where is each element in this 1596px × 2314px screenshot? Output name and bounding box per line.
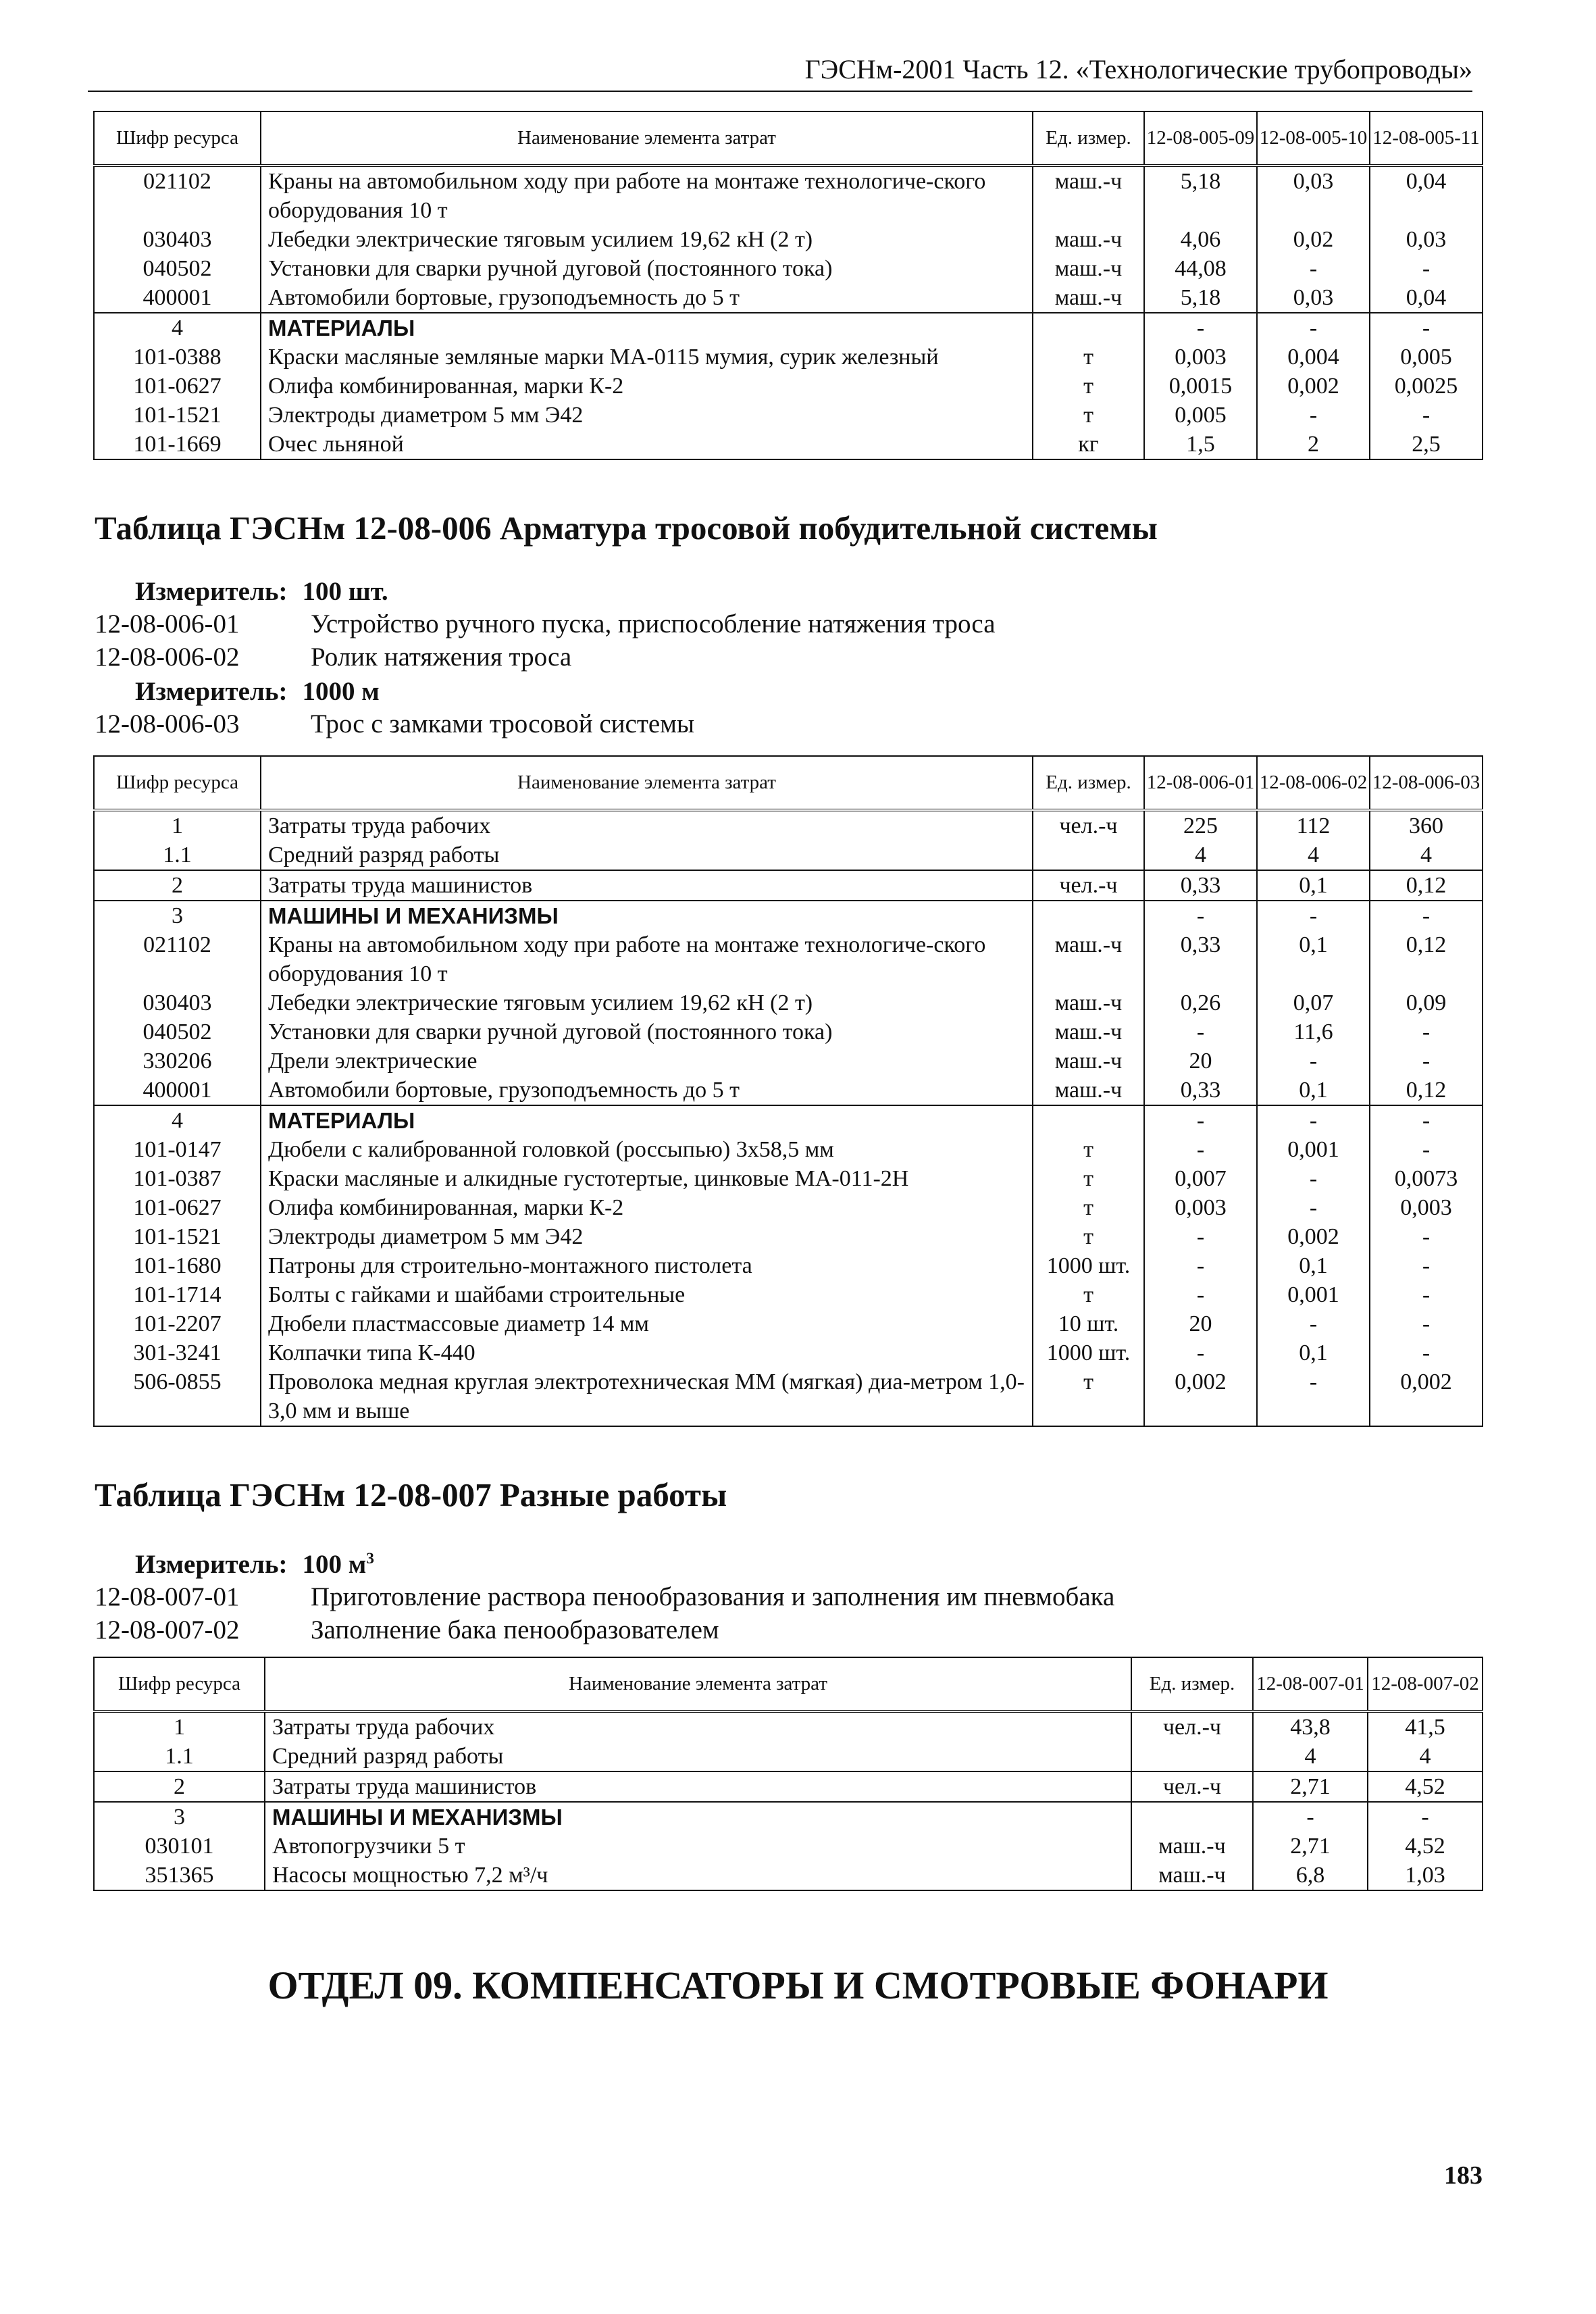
norm-value: - bbox=[1144, 1280, 1257, 1309]
norm-value: 112 bbox=[1257, 810, 1370, 840]
table-row bbox=[94, 1367, 1483, 1426]
norm-value: - bbox=[1257, 1309, 1370, 1338]
resource-code: 030101 bbox=[94, 1832, 265, 1861]
table-row bbox=[94, 1338, 1483, 1367]
resource-name: Олифа комбинированная, марки К-2 bbox=[261, 372, 1033, 401]
table-row bbox=[94, 1711, 1483, 1742]
resource-code: 1 bbox=[94, 1711, 265, 1742]
resource-name: Патроны для строительно-монтажного пистолета bbox=[261, 1251, 1033, 1280]
table-row bbox=[94, 1135, 1483, 1164]
resource-name: Затраты труда рабочих bbox=[265, 1711, 1131, 1742]
norm-value: 20 bbox=[1144, 1047, 1257, 1076]
norm-value: 0,0025 bbox=[1370, 372, 1483, 401]
norm-value: 0,1 bbox=[1257, 1076, 1370, 1105]
norm-value: - bbox=[1370, 1105, 1483, 1135]
norm-value: 4 bbox=[1144, 840, 1257, 870]
resource-code: 2 bbox=[94, 870, 261, 901]
norm-value: 0,0073 bbox=[1370, 1164, 1483, 1193]
norm-value: - bbox=[1370, 1135, 1483, 1164]
resource-code: 030403 bbox=[94, 225, 261, 254]
norm-value: 2 bbox=[1257, 430, 1370, 459]
norm-code: 12-08-007-01 bbox=[95, 1582, 240, 1611]
norm-value: 0,002 bbox=[1370, 1367, 1483, 1426]
norm-value: - bbox=[1370, 254, 1483, 283]
norm-value: 44,08 bbox=[1144, 254, 1257, 283]
resource-unit: т bbox=[1033, 372, 1144, 401]
resource-unit: чел.-ч bbox=[1131, 1771, 1253, 1802]
norm-value: 4 bbox=[1253, 1742, 1368, 1771]
norm-value: - bbox=[1144, 901, 1257, 930]
section-title: ОТДЕЛ 09. КОМПЕНСАТОРЫ И СМОТРОВЫЕ ФОНАРИ bbox=[267, 1963, 1329, 2007]
norm-item bbox=[95, 608, 996, 640]
norm-value: - bbox=[1370, 1338, 1483, 1367]
norm-value: - bbox=[1257, 401, 1370, 430]
resource-unit: маш.-ч bbox=[1033, 225, 1144, 254]
resource-unit: т bbox=[1033, 1222, 1144, 1251]
resource-code: 101-1521 bbox=[94, 1222, 261, 1251]
running-header: ГЭСНм-2001 Часть 12. «Технологические трубопроводы» bbox=[88, 50, 1472, 92]
norm-value: - bbox=[1370, 901, 1483, 930]
table-row bbox=[94, 1771, 1483, 1802]
table-row bbox=[94, 254, 1483, 283]
norm-value: 0,1 bbox=[1257, 930, 1370, 988]
resource-code: 040502 bbox=[94, 254, 261, 283]
resource-code: 330206 bbox=[94, 1047, 261, 1076]
norm-value: - bbox=[1370, 1222, 1483, 1251]
resource-name: Затраты труда машинистов bbox=[261, 870, 1033, 901]
norm-value: 0,002 bbox=[1144, 1367, 1257, 1426]
resource-code: 101-2207 bbox=[94, 1309, 261, 1338]
table-row bbox=[94, 401, 1483, 430]
norm-value: 5,18 bbox=[1144, 283, 1257, 313]
resource-code: 030403 bbox=[94, 988, 261, 1017]
resource-name: Краски масляные земляные марки МА-0115 мумия, сурик железный bbox=[261, 343, 1033, 372]
resource-code: 101-0388 bbox=[94, 343, 261, 372]
resource-unit: 10 шт. bbox=[1033, 1309, 1144, 1338]
column-header-name: Наименование элемента затрат bbox=[265, 1657, 1131, 1711]
norm-value: 1,03 bbox=[1368, 1861, 1483, 1890]
resource-name: Краны на автомобильном ходу при работе на монтаже технологиче-ского оборудования 10 т bbox=[261, 166, 1033, 225]
resource-unit bbox=[1033, 840, 1144, 870]
resource-unit: чел.-ч bbox=[1033, 810, 1144, 840]
resource-unit: маш.-ч bbox=[1033, 1017, 1144, 1047]
resource-name: Средний разряд работы bbox=[261, 840, 1033, 870]
resource-unit: маш.-ч bbox=[1033, 1047, 1144, 1076]
resource-name: Проволока медная круглая электротехническая ММ (мягкая) диа-метром 1,0-3,0 мм и выше bbox=[261, 1367, 1033, 1426]
resource-code: 3 bbox=[94, 1802, 265, 1832]
norm-value: 225 bbox=[1144, 810, 1257, 840]
norm-value: - bbox=[1144, 1017, 1257, 1047]
norm-value: 0,26 bbox=[1144, 988, 1257, 1017]
norm-description: Трос с замками тросовой системы bbox=[311, 709, 695, 738]
norm-value: - bbox=[1370, 1280, 1483, 1309]
meter-line bbox=[135, 1549, 374, 1581]
norm-description: Устройство ручного пуска, приспособление натяжения троса bbox=[311, 609, 996, 638]
column-header-code: Шифр ресурса bbox=[94, 1657, 265, 1711]
table-row bbox=[94, 1280, 1483, 1309]
norm-value: 0,12 bbox=[1370, 870, 1483, 901]
table-row bbox=[94, 1832, 1483, 1861]
norm-value: - bbox=[1144, 1338, 1257, 1367]
resource-unit: маш.-ч bbox=[1033, 930, 1144, 988]
norm-value: 4,52 bbox=[1368, 1771, 1483, 1802]
resource-unit: т bbox=[1033, 1193, 1144, 1222]
norm-value: 0,03 bbox=[1370, 225, 1483, 254]
meter-value: 100 $м^3$ bbox=[302, 1550, 374, 1579]
norm-value: 0,001 bbox=[1257, 1280, 1370, 1309]
norm-value: 2,71 bbox=[1253, 1832, 1368, 1861]
resource-code: 040502 bbox=[94, 1017, 261, 1047]
norm-value: 0,1 bbox=[1257, 1251, 1370, 1280]
table-row bbox=[94, 1193, 1483, 1222]
table-row bbox=[94, 901, 1483, 930]
norm-value: 0,33 bbox=[1144, 1076, 1257, 1105]
table-row bbox=[94, 1802, 1483, 1832]
table-row bbox=[94, 430, 1483, 459]
resource-code: 351365 bbox=[94, 1861, 265, 1890]
table-row bbox=[94, 225, 1483, 254]
resource-unit bbox=[1033, 1105, 1144, 1135]
table-row bbox=[94, 1222, 1483, 1251]
resource-code: 101-0387 bbox=[94, 1164, 261, 1193]
meter-line bbox=[135, 676, 380, 708]
resource-name: Краны на автомобильном ходу при работе на монтаже технологиче-ского оборудования 10 т bbox=[261, 930, 1033, 988]
table-row bbox=[94, 372, 1483, 401]
resource-unit: 1000 шт. bbox=[1033, 1338, 1144, 1367]
table-row bbox=[94, 313, 1483, 343]
resource-name: Электроды диаметром 5 мм Э42 bbox=[261, 1222, 1033, 1251]
column-header-norm: 12-08-005-09 bbox=[1144, 111, 1257, 166]
table-row bbox=[94, 166, 1483, 225]
resource-unit: т bbox=[1033, 1135, 1144, 1164]
resource-unit: т bbox=[1033, 1367, 1144, 1426]
resource-name: Дрели электрические bbox=[261, 1047, 1033, 1076]
norm-item bbox=[95, 708, 694, 740]
resource-unit: маш.-ч bbox=[1033, 988, 1144, 1017]
norm-code: 12-08-006-02 bbox=[95, 643, 240, 672]
table-title-12-08-006: Таблица ГЭСНм 12-08-006 Арматура тросовой побудительной системы bbox=[95, 509, 1158, 547]
norm-value: - bbox=[1257, 1164, 1370, 1193]
resource-unit bbox=[1131, 1742, 1253, 1771]
resource-unit: 1000 шт. bbox=[1033, 1251, 1144, 1280]
column-header-norm: 12-08-006-01 bbox=[1144, 756, 1257, 810]
resource-code: 2 bbox=[94, 1771, 265, 1802]
column-header-code: Шифр ресурса bbox=[94, 111, 261, 166]
column-header-code: Шифр ресурса bbox=[94, 756, 261, 810]
norm-value: - bbox=[1144, 1251, 1257, 1280]
resource-code: 1.1 bbox=[94, 840, 261, 870]
resource-code: 1 bbox=[94, 810, 261, 840]
norm-value: 0,12 bbox=[1370, 930, 1483, 988]
resource-name: Колпачки типа К-440 bbox=[261, 1338, 1033, 1367]
norm-value: - bbox=[1257, 1047, 1370, 1076]
resource-table-12-08-006 bbox=[93, 755, 1483, 1427]
resource-name: Автомобили бортовые, грузоподъемность до 5 т bbox=[261, 283, 1033, 313]
resource-name: Олифа комбинированная, марки К-2 bbox=[261, 1193, 1033, 1222]
norm-value: 6,8 bbox=[1253, 1861, 1368, 1890]
table-row bbox=[94, 870, 1483, 901]
meter-value: 1000 м bbox=[302, 677, 380, 706]
resource-unit bbox=[1033, 901, 1144, 930]
norm-value: 2,5 bbox=[1370, 430, 1483, 459]
norm-value: 0,03 bbox=[1257, 283, 1370, 313]
norm-value: - bbox=[1370, 1017, 1483, 1047]
norm-value: 0,03 bbox=[1257, 166, 1370, 225]
resource-name: Установки для сварки ручной дуговой (постоянного тока) bbox=[261, 254, 1033, 283]
table-row bbox=[94, 988, 1483, 1017]
norm-value: 4 bbox=[1257, 840, 1370, 870]
norm-value: - bbox=[1257, 901, 1370, 930]
norm-value: 0,003 bbox=[1370, 1193, 1483, 1222]
norm-value: 0,09 bbox=[1370, 988, 1483, 1017]
norm-value: 0,007 bbox=[1144, 1164, 1257, 1193]
resource-code: 400001 bbox=[94, 283, 261, 313]
resource-unit: т bbox=[1033, 1280, 1144, 1309]
resource-name: МАШИНЫ И МЕХАНИЗМЫ bbox=[261, 901, 1033, 930]
resource-code: 101-1521 bbox=[94, 401, 261, 430]
norm-value: 0,005 bbox=[1370, 343, 1483, 372]
resource-name: Установки для сварки ручной дуговой (постоянного тока) bbox=[261, 1017, 1033, 1047]
norm-code: 12-08-006-03 bbox=[95, 709, 240, 738]
resource-name: Болты с гайками и шайбами строительные bbox=[261, 1280, 1033, 1309]
norm-item bbox=[95, 641, 571, 674]
table-row bbox=[94, 1309, 1483, 1338]
resource-code: 301-3241 bbox=[94, 1338, 261, 1367]
norm-value: 2,71 bbox=[1253, 1771, 1368, 1802]
norm-value: - bbox=[1370, 313, 1483, 343]
norm-value: 0,07 bbox=[1257, 988, 1370, 1017]
norm-value: - bbox=[1257, 1367, 1370, 1426]
table-row bbox=[94, 283, 1483, 313]
resource-code: 021102 bbox=[94, 930, 261, 988]
resource-unit: кг bbox=[1033, 430, 1144, 459]
meter-label: Измеритель: bbox=[135, 577, 288, 606]
norm-value: 11,6 bbox=[1257, 1017, 1370, 1047]
norm-item bbox=[95, 1614, 719, 1646]
norm-description: Приготовление раствора пенообразования и заполнения им пневмобака bbox=[311, 1582, 1115, 1611]
resource-unit: т bbox=[1033, 343, 1144, 372]
norm-value: - bbox=[1144, 313, 1257, 343]
resource-unit: т bbox=[1033, 401, 1144, 430]
resource-code: 101-1669 bbox=[94, 430, 261, 459]
resource-code: 101-1714 bbox=[94, 1280, 261, 1309]
resource-code: 506-0855 bbox=[94, 1367, 261, 1426]
resource-unit: маш.-ч bbox=[1033, 1076, 1144, 1105]
resource-name: Автопогрузчики 5 т bbox=[265, 1832, 1131, 1861]
column-header-norm: 12-08-007-01 bbox=[1253, 1657, 1368, 1711]
resource-code: 4 bbox=[94, 313, 261, 343]
table-row bbox=[94, 930, 1483, 988]
norm-value: 0,003 bbox=[1144, 1193, 1257, 1222]
norm-value: 43,8 bbox=[1253, 1711, 1368, 1742]
norm-value: - bbox=[1257, 1193, 1370, 1222]
table-row bbox=[94, 1164, 1483, 1193]
resource-unit bbox=[1131, 1802, 1253, 1832]
norm-value: 0,02 bbox=[1257, 225, 1370, 254]
resource-name: Средний разряд работы bbox=[265, 1742, 1131, 1771]
resource-name: Лебедки электрические тяговым усилием 19,62 кН (2 т) bbox=[261, 988, 1033, 1017]
resource-name: МАТЕРИАЛЫ bbox=[261, 1105, 1033, 1135]
resource-code: 3 bbox=[94, 901, 261, 930]
norm-value: 0,33 bbox=[1144, 870, 1257, 901]
norm-description: Ролик натяжения троса bbox=[311, 643, 572, 672]
column-header-name: Наименование элемента затрат bbox=[261, 756, 1033, 810]
norm-value: 4 bbox=[1368, 1742, 1483, 1771]
norm-value: - bbox=[1370, 1309, 1483, 1338]
resource-unit: чел.-ч bbox=[1033, 870, 1144, 901]
resource-code: 101-0627 bbox=[94, 1193, 261, 1222]
meter-label: Измеритель: bbox=[135, 677, 288, 706]
resource-code: 101-0627 bbox=[94, 372, 261, 401]
resource-unit: маш.-ч bbox=[1131, 1832, 1253, 1861]
norm-value: 0,33 bbox=[1144, 930, 1257, 988]
resource-code: 4 bbox=[94, 1105, 261, 1135]
resource-name: Автомобили бортовые, грузоподъемность до 5 т bbox=[261, 1076, 1033, 1105]
norm-value: 0,12 bbox=[1370, 1076, 1483, 1105]
column-header-norm: 12-08-005-10 bbox=[1257, 111, 1370, 166]
resource-name: Дюбели с калиброванной головкой (россыпью) 3х58,5 мм bbox=[261, 1135, 1033, 1164]
norm-value: 20 bbox=[1144, 1309, 1257, 1338]
resource-name: Насосы мощностью 7,2 м³/ч bbox=[265, 1861, 1131, 1890]
resource-name: Затраты труда рабочих bbox=[261, 810, 1033, 840]
norm-value: 4 bbox=[1370, 840, 1483, 870]
norm-value: 0,005 bbox=[1144, 401, 1257, 430]
page-number: 183 bbox=[1444, 2161, 1483, 2190]
norm-value: 0,001 bbox=[1257, 1135, 1370, 1164]
resource-table-12-08-005 bbox=[93, 111, 1483, 460]
norm-code: 12-08-007-02 bbox=[95, 1615, 240, 1644]
norm-value: - bbox=[1368, 1802, 1483, 1832]
resource-unit: маш.-ч bbox=[1131, 1861, 1253, 1890]
norm-value: 5,18 bbox=[1144, 166, 1257, 225]
norm-value: - bbox=[1370, 1047, 1483, 1076]
table-title-12-08-007: Таблица ГЭСНм 12-08-007 Разные работы bbox=[95, 1476, 727, 1513]
resource-name: Лебедки электрические тяговым усилием 19,62 кН (2 т) bbox=[261, 225, 1033, 254]
norm-value: 0,003 bbox=[1144, 343, 1257, 372]
resource-unit: маш.-ч bbox=[1033, 283, 1144, 313]
table-row bbox=[94, 1076, 1483, 1105]
meter-line bbox=[135, 576, 388, 608]
norm-value: - bbox=[1257, 313, 1370, 343]
resource-name: Затраты труда машинистов bbox=[265, 1771, 1131, 1802]
resource-name: МАТЕРИАЛЫ bbox=[261, 313, 1033, 343]
table-row bbox=[94, 1861, 1483, 1890]
norm-value: - bbox=[1370, 401, 1483, 430]
norm-value: - bbox=[1370, 1251, 1483, 1280]
resource-name: Дюбели пластмассовые диаметр 14 мм bbox=[261, 1309, 1033, 1338]
column-header-norm: 12-08-006-03 bbox=[1370, 756, 1483, 810]
table-row bbox=[94, 1017, 1483, 1047]
norm-value: - bbox=[1144, 1135, 1257, 1164]
norm-value: 0,004 bbox=[1257, 343, 1370, 372]
norm-value: 0,1 bbox=[1257, 1338, 1370, 1367]
column-header-unit: Ед. измер. bbox=[1033, 756, 1144, 810]
norm-value: 4,06 bbox=[1144, 225, 1257, 254]
meter-value: 100 шт. bbox=[302, 577, 388, 606]
norm-description: Заполнение бака пенообразователем bbox=[311, 1615, 719, 1644]
resource-unit: чел.-ч bbox=[1131, 1711, 1253, 1742]
resource-code: 021102 bbox=[94, 166, 261, 225]
resource-code: 101-0147 bbox=[94, 1135, 261, 1164]
resource-name: Очес льняной bbox=[261, 430, 1033, 459]
resource-code: 1.1 bbox=[94, 1742, 265, 1771]
norm-value: 0,0015 bbox=[1144, 372, 1257, 401]
norm-value: 0,002 bbox=[1257, 1222, 1370, 1251]
table-row bbox=[94, 343, 1483, 372]
norm-value: 1,5 bbox=[1144, 430, 1257, 459]
norm-value: - bbox=[1257, 1105, 1370, 1135]
table-row bbox=[94, 1251, 1483, 1280]
column-header-name: Наименование элемента затрат bbox=[261, 111, 1033, 166]
table-row bbox=[94, 840, 1483, 870]
resource-name: МАШИНЫ И МЕХАНИЗМЫ bbox=[265, 1802, 1131, 1832]
norm-item bbox=[95, 1581, 1114, 1613]
column-header-unit: Ед. измер. bbox=[1033, 111, 1144, 166]
resource-name: Электроды диаметром 5 мм Э42 bbox=[261, 401, 1033, 430]
norm-value: - bbox=[1253, 1802, 1368, 1832]
resource-table-12-08-007 bbox=[93, 1657, 1483, 1891]
norm-value: 41,5 bbox=[1368, 1711, 1483, 1742]
norm-value: 0,002 bbox=[1257, 372, 1370, 401]
norm-code: 12-08-006-01 bbox=[95, 609, 240, 638]
table-row bbox=[94, 810, 1483, 840]
resource-unit bbox=[1033, 313, 1144, 343]
norm-value: 0,1 bbox=[1257, 870, 1370, 901]
norm-value: 0,04 bbox=[1370, 166, 1483, 225]
resource-code: 101-1680 bbox=[94, 1251, 261, 1280]
norm-value: - bbox=[1257, 254, 1370, 283]
column-header-norm: 12-08-005-11 bbox=[1370, 111, 1483, 166]
column-header-unit: Ед. измер. bbox=[1131, 1657, 1253, 1711]
column-header-norm: 12-08-006-02 bbox=[1257, 756, 1370, 810]
resource-unit: маш.-ч bbox=[1033, 166, 1144, 225]
resource-code: 400001 bbox=[94, 1076, 261, 1105]
norm-value: 360 bbox=[1370, 810, 1483, 840]
resource-unit: т bbox=[1033, 1164, 1144, 1193]
column-header-norm: 12-08-007-02 bbox=[1368, 1657, 1483, 1711]
resource-unit: маш.-ч bbox=[1033, 254, 1144, 283]
norm-value: 4,52 bbox=[1368, 1832, 1483, 1861]
meter-label: Измеритель: bbox=[135, 1550, 288, 1579]
table-row bbox=[94, 1742, 1483, 1771]
table-row bbox=[94, 1047, 1483, 1076]
norm-value: - bbox=[1144, 1105, 1257, 1135]
norm-value: 0,04 bbox=[1370, 283, 1483, 313]
resource-name: Краски масляные и алкидные густотертые, цинковые МА-011-2Н bbox=[261, 1164, 1033, 1193]
norm-value: - bbox=[1144, 1222, 1257, 1251]
table-row bbox=[94, 1105, 1483, 1135]
